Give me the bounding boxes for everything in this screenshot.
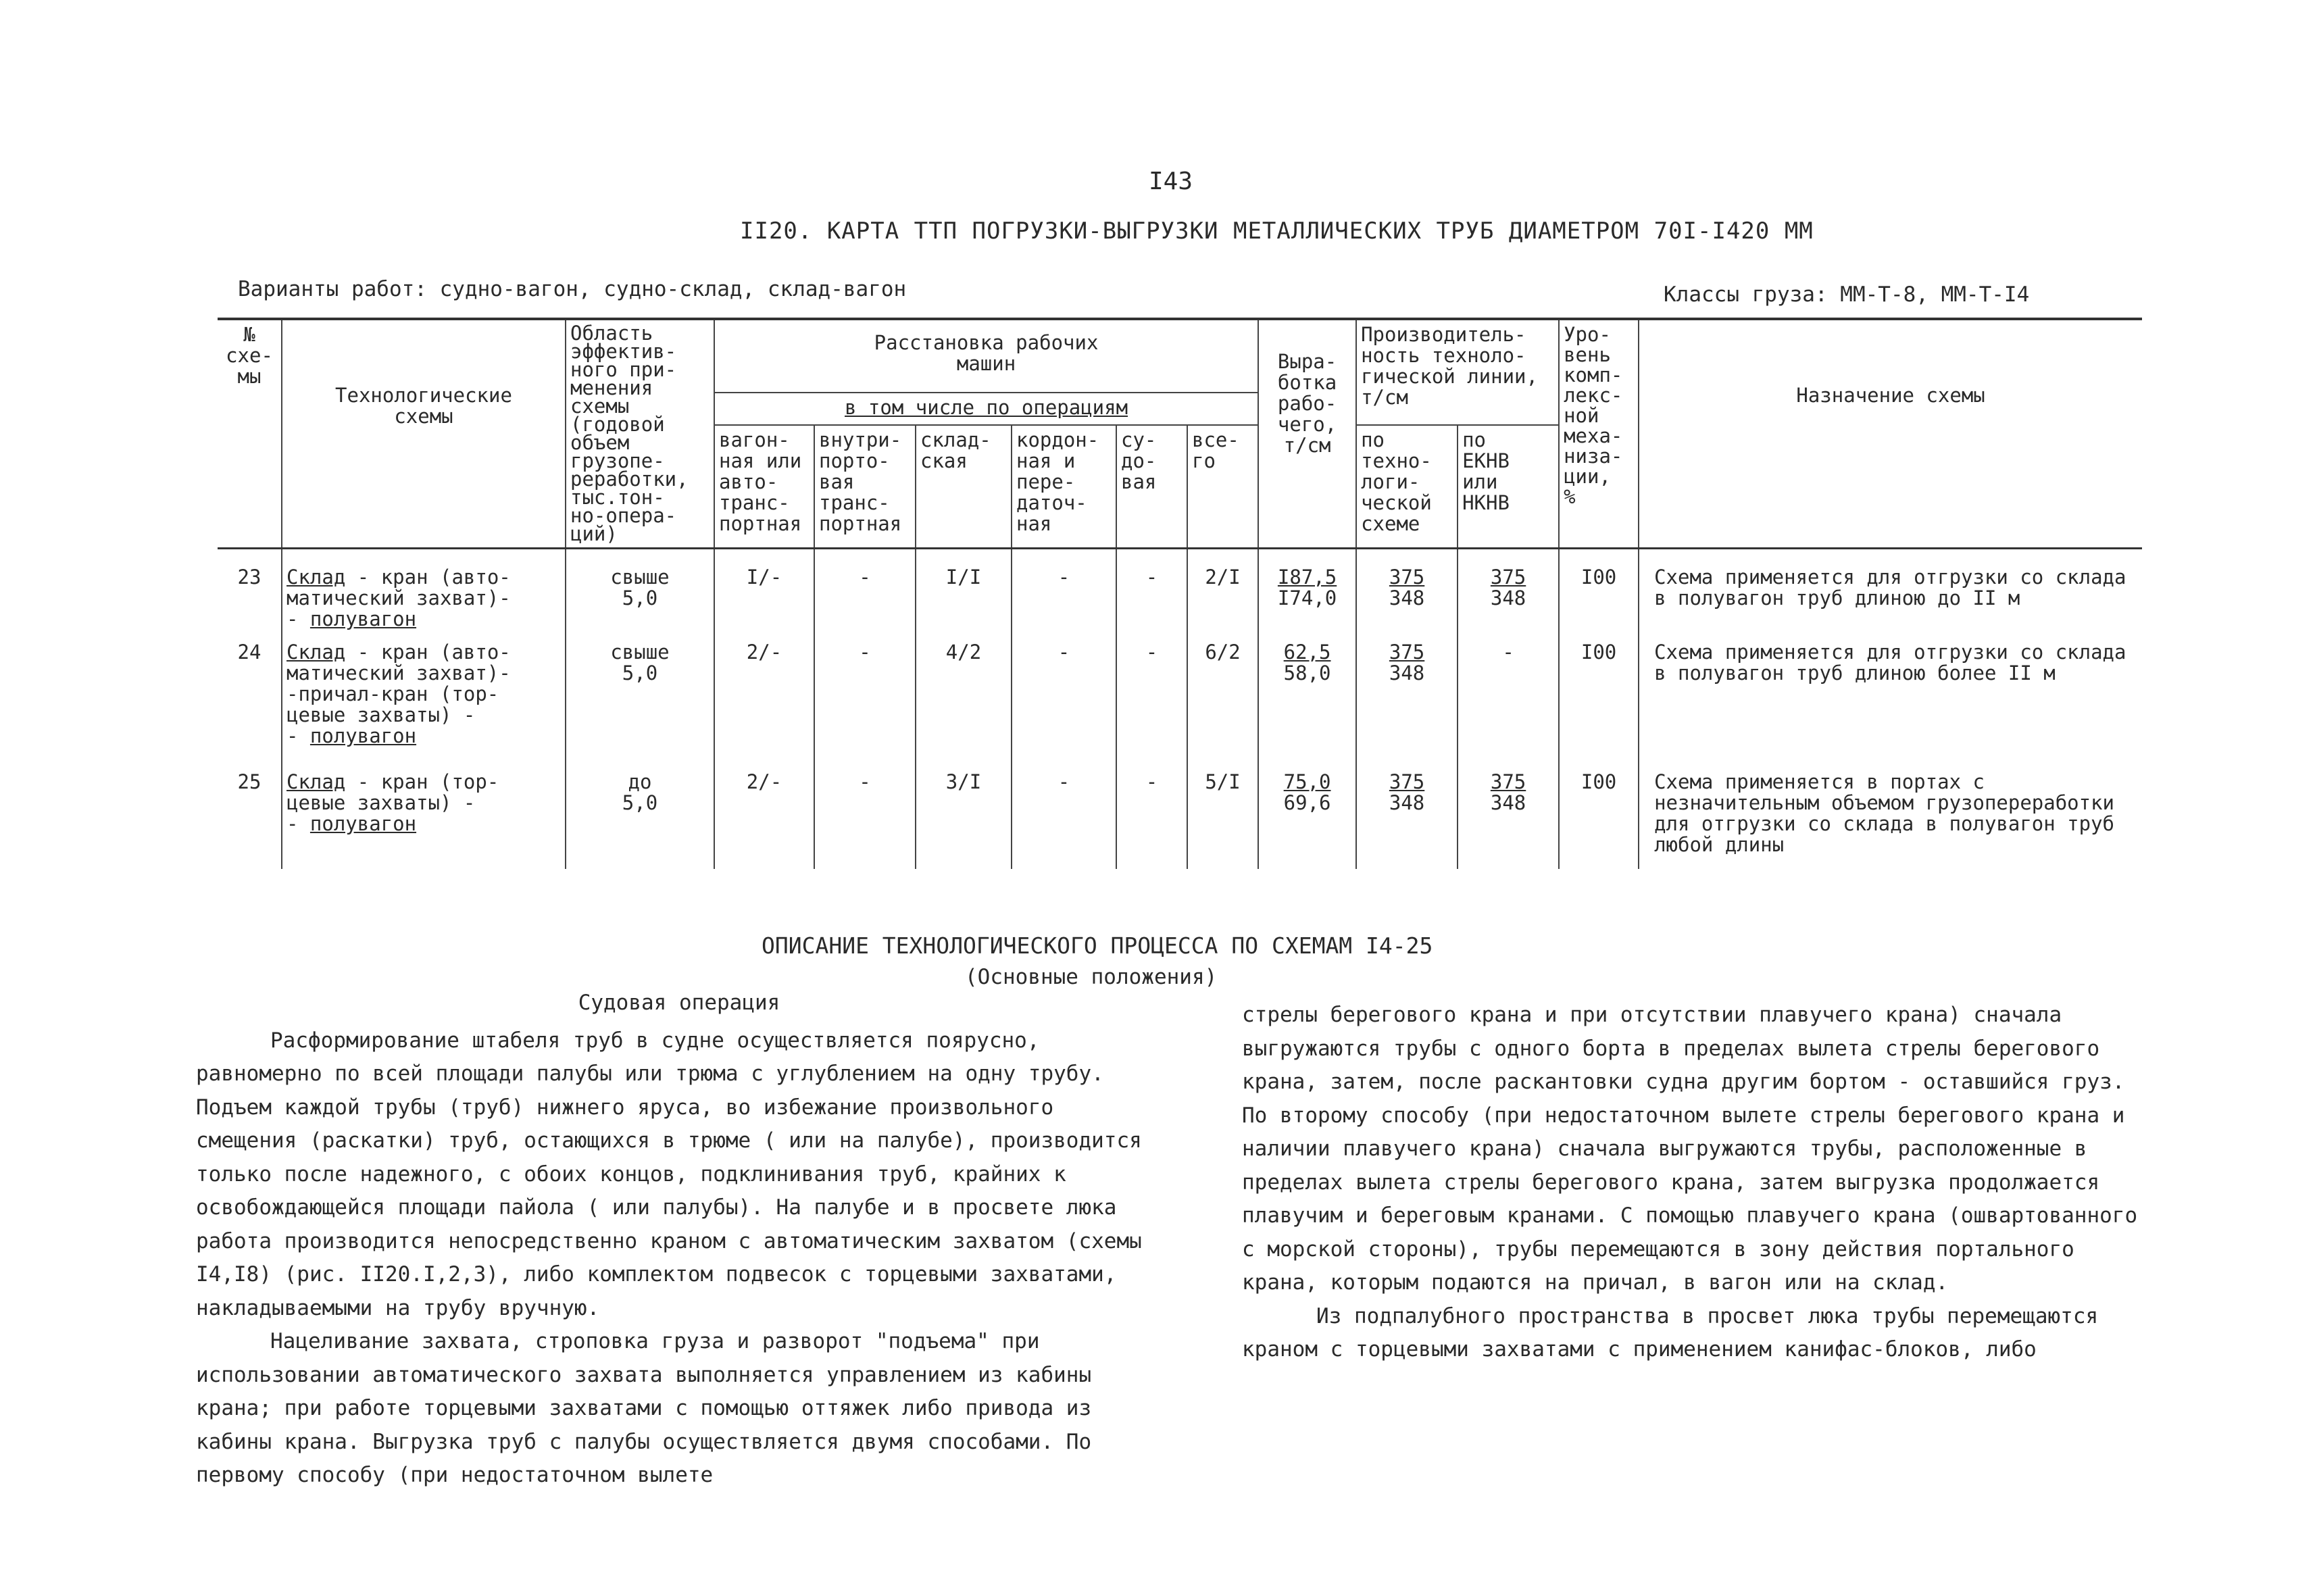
header-line: № [243,323,255,346]
cell-output [1258,768,1356,869]
header-line: логи- [1361,470,1420,494]
header-line: вая [819,470,855,494]
cell-output [1258,638,1356,768]
cell-area [566,549,714,638]
prod-line: 348 [1490,791,1526,814]
area-line: свыше [610,640,670,664]
header-line: су- [1121,428,1157,452]
header-line: до- [1121,449,1157,473]
cell-op-cordon: - [1012,549,1116,638]
section-heading: Судовая операция [578,991,780,1015]
tech-map-table-wrapper [218,318,2142,869]
by-operation-label: в том числе по операциям [845,395,1128,419]
output-line: 62,5 [1283,640,1331,664]
header-line: ность техноло- [1361,344,1526,367]
header-line: эффектив- [570,340,677,363]
header-tech-schemes [282,319,566,549]
scheme-line: Склад - кран (авто- [287,640,511,664]
header-line: Технологические [335,384,512,407]
header-op-wagon [714,425,814,548]
prod-line: 348 [1389,661,1425,684]
header-line: ции, [1564,465,1611,488]
paragraph: стрелы берегового крана и при отсутствии плавучего крана) сначала выгружаются трубы с одного борта в пределах вылета стрелы берегового крана, затем, после раскантовки судна другим бортом - оставшийся груз. По второму способу (при недостаточном вылете стрелы берегового крана и наличии плавучего крана) сначала выгружаются трубы, расположенные в пределах вылета стрелы берегового крана, затем выгрузка продолжается плавучим и береговым кранами. С помощью плавучего крана (ошвартованного с морской стороны), трубы перемещаются в зону действия портального крана, которым подаются на причал, в вагон или на склад. [1242,1003,2138,1295]
header-line: чего, [1277,413,1337,436]
header-mechanization [1559,319,1639,549]
cell-prod-scheme [1356,638,1458,768]
prod-line: 348 [1389,587,1425,609]
header-line: ций) [570,522,618,545]
document-title: II20. КАРТА ТТП ПОГРУЗКИ-ВЫГРУЗКИ МЕТАЛЛИЧЕСКИХ ТРУБ ДИАМЕТРОМ 70I-I420 ММ [740,218,1814,245]
cell-op-ship: - [1116,768,1187,869]
header-line: авто- [719,470,778,494]
prod-line: 375 [1389,640,1425,664]
header-line: т/см [1361,386,1408,409]
table-row [218,549,2142,638]
cell-mechanization: I00 [1559,768,1639,869]
paragraph: Из подпалубного пространства в просвет люка трубы перемещаются краном с торцевыми захватами с применением канифас-блоков, либо [1242,1303,2099,1362]
cell-purpose: Схема применяется в портах с незначительным объемом грузопереработки для отгрузки со склада в полувагон труб любой длины [1639,768,2142,869]
header-line: схеме [1361,512,1420,536]
cell-op-ship: - [1116,638,1187,768]
cell-op-inner: - [814,638,916,768]
header-line: ного при- [570,358,677,381]
cell-op-cordon: - [1012,638,1116,768]
scheme-line: - полувагон [287,724,417,747]
header-line: вагон- [719,428,790,452]
cell-prod-scheme [1356,549,1458,638]
header-by-operation [714,393,1258,425]
cell-mechanization: I00 [1559,638,1639,768]
cell-op-warehouse: 4/2 [916,638,1012,768]
scheme-line: - полувагон [287,607,417,630]
header-op-inner [814,425,916,548]
prod-line: - [1502,640,1514,664]
cell-op-warehouse: 3/I [916,768,1012,869]
cell-purpose: Схема применяется для отгрузки со склада в полувагон труб длиною до II м [1639,549,2142,638]
cell-op-total: 6/2 [1187,638,1258,768]
description-subtitle: (Основные положения) [965,965,1218,989]
header-line: ная или [719,449,802,473]
header-line: ной [1564,404,1599,427]
cell-op-inner: - [814,768,916,869]
prod-line: 375 [1490,566,1526,589]
cell-op-inner: - [814,549,916,638]
header-line: порто- [819,449,890,473]
header-op-cordon [1012,425,1116,548]
header-placement [714,319,1258,393]
header-line: внутри- [819,428,902,452]
header-line: по [1361,428,1385,452]
header-line: вая [1121,470,1157,494]
area-line: 5,0 [622,791,658,814]
header-area [566,319,714,549]
header-line: или [1462,470,1498,494]
cell-scheme-no: 24 [218,638,282,768]
header-line: лекс- [1564,384,1623,407]
cell-scheme [282,768,566,869]
header-line: все- [1192,428,1239,452]
cell-op-total: 5/I [1187,768,1258,869]
output-line: 69,6 [1283,791,1331,814]
header-line: пере- [1016,470,1076,494]
header-line: комп- [1564,364,1623,386]
header-line: менения [570,376,653,399]
header-line: склад- [920,428,991,452]
cell-prod-eknv [1458,768,1559,869]
table-body [218,549,2142,869]
cell-scheme-no: 23 [218,549,282,638]
prod-line: 348 [1389,791,1425,814]
header-line: даточ- [1016,491,1087,515]
header-line: кордон- [1016,428,1099,452]
scheme-line: Склад - кран (тор- [287,770,499,793]
header-line: го [1192,449,1216,473]
right-text-column [1242,999,2154,1367]
cell-area [566,638,714,768]
header-op-total [1187,425,1258,548]
work-variants: Варианты работ: судно-вагон, судно-склад, склад-вагон [238,277,907,301]
cell-scheme-no: 25 [218,768,282,869]
cell-scheme [282,549,566,638]
scheme-line: цевые захваты) - [287,791,476,814]
header-line: машин [956,352,1016,375]
header-line: но-опера- [570,504,677,527]
header-line: (годовой [570,413,665,436]
header-line: ботка [1277,371,1337,394]
paragraph: Расформирование штабеля труб в судне осуществляется поярусно, равномерно по всей площади палубы или трюма с углублением на одну трубу. Подъем каждой трубы (труб) нижнего яруса, во избежание произвольного смещения (раскатки) труб, остающихся в трюме ( или на палубе), производится только после надежного, с обоих концов, подклинивания труб, крайних к освобождающейся площади пайола ( или палубы). На палубе и в просвете люка работа производится непосредственно краном с автоматическим захватом (схемы I4,I8) (рис. II20.I,2,3), либо комплектом подвесок с торцевыми захватами, накладываемыми на трубу вручную. [196,1028,1142,1320]
header-line: портная [819,512,902,536]
header-line: меха- [1564,424,1623,447]
header-line: схе- [226,344,273,367]
left-text-column [196,987,1162,1493]
cell-purpose: Схема применяется для отгрузки со склада в полувагон труб длиною более II м [1639,638,2142,768]
scheme-line: матический захват)- [287,661,511,684]
area-line: до [628,770,652,793]
scheme-line: Склад - кран (авто- [287,566,511,589]
header-line: техно- [1361,449,1432,473]
header-line: Производитель- [1361,323,1526,346]
output-line: I87,5 [1277,566,1337,589]
output-line: I74,0 [1277,587,1337,609]
prod-line: 375 [1389,566,1425,589]
cell-area [566,768,714,869]
header-line: ЕКНВ [1462,449,1510,473]
header-line: по [1462,428,1486,452]
cell-op-wagon: 2/- [714,768,814,869]
header-line: грузопе- [570,449,665,472]
cell-op-cordon: - [1012,768,1116,869]
header-line: рабо- [1277,392,1337,415]
header-line: ная и [1016,449,1076,473]
header-line: низа- [1564,445,1623,468]
header-line: ская [920,449,968,473]
header-prod-eknv [1458,425,1559,548]
header-scheme-no [218,319,282,549]
cell-mechanization: I00 [1559,549,1639,638]
purpose-label: Назначение схемы [1796,384,1985,407]
header-productivity [1356,319,1559,425]
scheme-line: -причал-кран (тор- [287,682,499,705]
header-op-ship [1116,425,1187,548]
header-line: Уро- [1564,323,1611,346]
header-line: тыс.тон- [570,486,665,509]
prod-line: 375 [1389,770,1425,793]
header-line: т/см [1283,434,1331,457]
header-line: % [1564,485,1576,508]
cargo-classes: Классы груза: ММ-Т-8, ММ-Т-I4 [1664,282,2030,307]
area-line: 5,0 [622,587,658,609]
prod-line: 348 [1490,587,1526,609]
area-line: 5,0 [622,661,658,684]
scheme-line: матический захват)- [287,587,511,609]
header-line: транс- [819,491,890,515]
tech-map-table [218,318,2142,869]
cell-op-wagon: 2/- [714,638,814,768]
prod-line: 375 [1490,770,1526,793]
header-line: Область [570,322,653,345]
table-row [218,638,2142,768]
output-line: 58,0 [1283,661,1331,684]
output-line: 75,0 [1283,770,1331,793]
cell-prod-eknv [1458,638,1559,768]
cell-op-warehouse: I/I [916,549,1012,638]
header-line: реработки, [570,468,689,491]
header-line: схемы [394,405,453,428]
header-line: объем [570,431,630,454]
header-line: ная [1016,512,1052,536]
description-title: ОПИСАНИЕ ТЕХНОЛОГИЧЕСКОГО ПРОЦЕССА ПО СХЕМАМ I4-25 [762,932,1433,959]
cell-output [1258,549,1356,638]
header-output [1258,319,1356,549]
header-line: ческой [1361,491,1432,515]
area-line: свыше [610,566,670,589]
header-line: мы [237,365,262,388]
cell-prod-scheme [1356,768,1458,869]
header-line: транс- [719,491,790,515]
cell-scheme [282,638,566,768]
page-number: I43 [1149,168,1193,195]
cell-op-total: 2/I [1187,549,1258,638]
header-line: портная [719,512,802,536]
header-prod-scheme [1356,425,1458,548]
cell-prod-eknv [1458,549,1559,638]
paragraph: Нацеливание захвата, строповка груза и разворот "подъема" при использовании автоматического захвата выполняется управлением из кабины крана; при работе торцевыми захватами с помощью оттяжек либо привода из кабины крана. Выгрузка труб с палубы осуществляется двумя способами. По первому способу (при недостаточном вылете [196,1329,1092,1487]
header-line: вень [1564,343,1611,366]
scheme-line: цевые захваты) - [287,703,476,726]
header-line: схемы [570,395,630,418]
header-line: гической линии, [1361,365,1538,388]
header-line: Выра- [1277,350,1337,373]
table-row [218,768,2142,869]
header-line: НКНВ [1462,491,1510,515]
cell-op-wagon: I/- [714,549,814,638]
header-purpose [1639,319,2142,549]
header-op-warehouse [916,425,1012,548]
cell-op-ship: - [1116,549,1187,638]
header-line: Расстановка рабочих [874,331,1099,354]
scheme-line: - полувагон [287,812,417,835]
